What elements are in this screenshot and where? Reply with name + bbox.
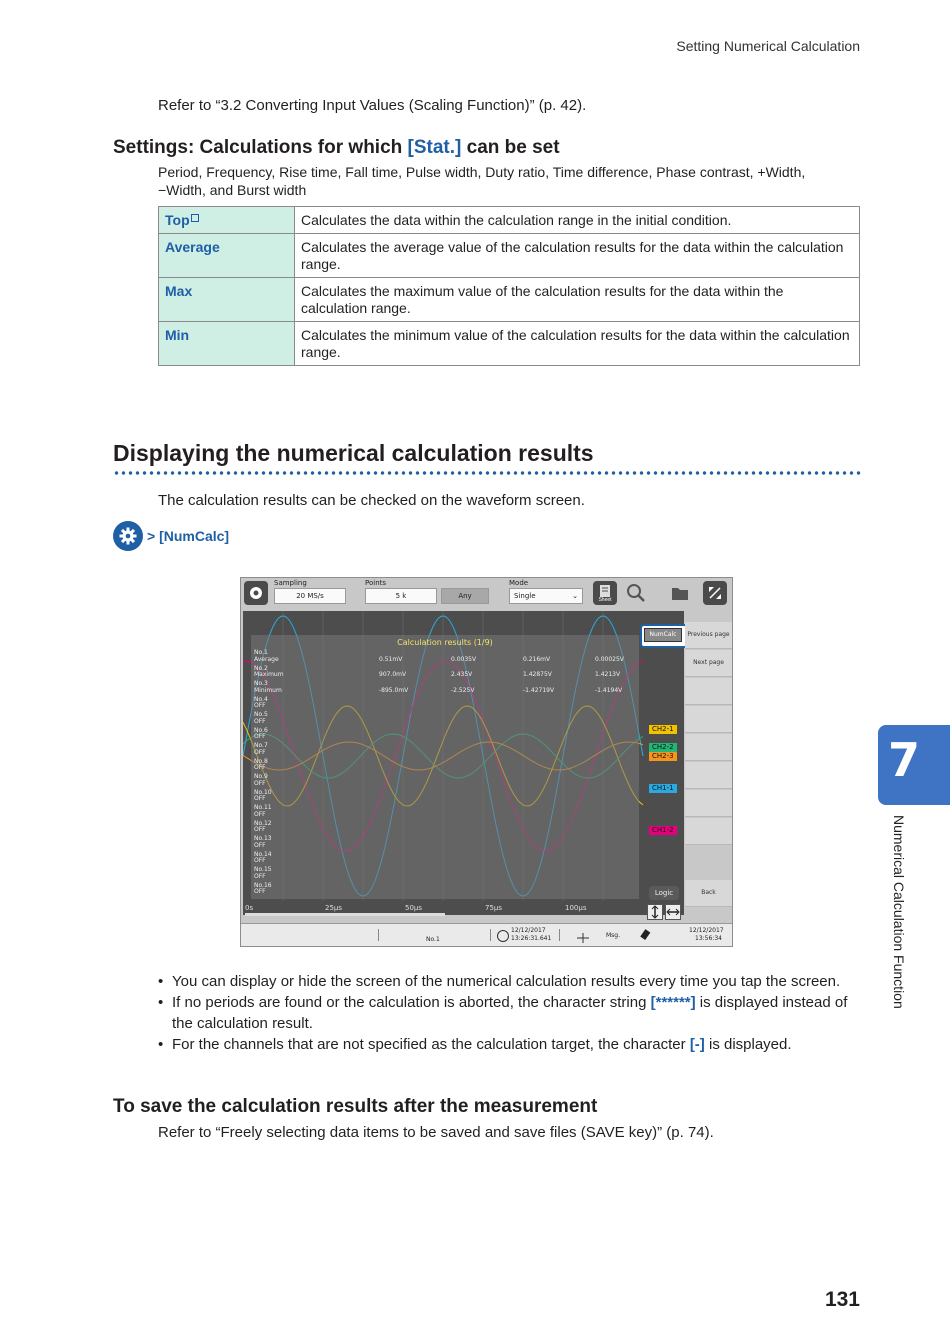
channel-tag[interactable]: CH2-2	[649, 743, 677, 752]
result-row-label: No.7	[254, 742, 268, 749]
settings-gear-icon	[113, 521, 143, 551]
waveform-screenshot	[240, 577, 733, 947]
record-number: No.1	[426, 936, 440, 943]
time-tick: 25μs	[325, 904, 343, 912]
result-value: -1.4194V	[595, 686, 623, 694]
back-button[interactable]: Back	[685, 880, 732, 907]
scroll-bar[interactable]	[245, 913, 445, 916]
notes-list	[158, 971, 848, 1055]
result-row-type: OFF	[254, 717, 266, 725]
table-row	[159, 322, 860, 366]
sampling-field[interactable]: 20 MS/s	[274, 588, 346, 604]
result-row-label: No.6	[254, 726, 268, 734]
divider	[378, 929, 379, 941]
list-item	[158, 1034, 848, 1055]
result-row-type: OFF	[254, 702, 266, 709]
dash-key: [-]	[689, 1036, 705, 1053]
result-row-label: No.4	[254, 695, 268, 703]
channel-tag[interactable]: CH2-1	[649, 725, 677, 734]
cursor-icon	[577, 930, 589, 940]
result-row-type: OFF	[254, 888, 266, 895]
folder-icon[interactable]	[669, 582, 691, 604]
side-button[interactable]	[685, 678, 732, 705]
settings-heading	[113, 137, 560, 159]
any-button[interactable]: Any	[441, 588, 489, 604]
result-value: 2.435V	[451, 671, 473, 678]
stat-key: [Stat.]	[407, 137, 462, 158]
calculation-results-panel[interactable]	[251, 635, 639, 899]
result-value: 1.4213V	[595, 671, 621, 678]
result-value: 0.0035V	[451, 655, 477, 663]
mode-value: Single	[514, 592, 536, 600]
result-value: 0.51mV	[379, 655, 403, 663]
result-row-label: No.15	[254, 866, 272, 873]
scaling-reference: Refer to “3.2 Converting Input Values (Scaling Function)” (p. 42).	[158, 97, 587, 114]
chapter-title: Numerical Calculation Function	[891, 815, 907, 1009]
result-row-label: No.9	[254, 773, 268, 780]
chevron-down-icon: ⌄	[572, 592, 578, 600]
result-value: -2.525V	[451, 686, 475, 694]
trigger-icon	[497, 930, 509, 942]
numcalc-button[interactable]: NumCalc	[644, 628, 682, 642]
result-value: -1.42719V	[523, 686, 555, 694]
time-tick: 0s	[245, 904, 254, 912]
side-button[interactable]	[685, 818, 732, 845]
time-tick: 75μs	[485, 904, 503, 912]
save-heading: To save the calculation results after the measurement	[113, 1096, 598, 1117]
side-button[interactable]	[685, 706, 732, 733]
result-row-type: OFF	[254, 795, 266, 802]
table-row	[159, 207, 860, 234]
result-row-type: OFF	[254, 872, 266, 880]
vertical-cursor-icon[interactable]	[647, 904, 663, 920]
sampling-label: Sampling	[274, 579, 307, 587]
sheet-label: Sheet	[598, 597, 612, 603]
result-row-type: OFF	[254, 748, 266, 756]
message-label: Msg.	[606, 932, 621, 939]
chapter-tab	[878, 725, 950, 805]
stat-table	[158, 206, 860, 366]
result-row-type: OFF	[254, 826, 266, 833]
table-desc-cell: Calculates the maximum value of the calculation results for the data within the calculation range.	[295, 278, 860, 322]
table-row	[159, 278, 860, 322]
table-key-cell: Max	[159, 278, 295, 322]
side-button[interactable]	[685, 762, 732, 789]
result-row-type: Average	[254, 655, 279, 663]
result-row-label: No.5	[254, 711, 268, 718]
logic-button[interactable]: Logic	[649, 886, 679, 900]
result-row-type: OFF	[254, 810, 266, 818]
page-number: 131	[824, 1288, 860, 1311]
bullet-text: is displayed instead of the calculation result.	[172, 994, 848, 1032]
points-label: Points	[365, 579, 387, 587]
table-key-cell	[159, 207, 295, 234]
numcalc-highlight	[640, 624, 688, 648]
error-string-key: [******]	[650, 994, 696, 1011]
divider	[559, 929, 560, 941]
result-value: 1.42875V	[523, 671, 552, 678]
result-row-label: No.8	[254, 757, 268, 765]
list-item: • You can display or hide the screen of the numerical calculation results every time you tap the screen.	[158, 971, 848, 992]
result-row-type: Minimum	[254, 686, 282, 694]
table-desc-cell: Calculates the minimum value of the calculation results for the data within the calculation range.	[295, 322, 860, 366]
next-page-button[interactable]: Next page	[685, 650, 732, 677]
result-row-label: No.13	[254, 835, 272, 842]
search-icon[interactable]	[625, 582, 647, 604]
dotted-rule	[113, 470, 861, 476]
result-row-label: No.14	[254, 850, 272, 858]
result-value: 907.0mV	[379, 671, 407, 678]
result-row-label: No.3	[254, 680, 268, 687]
result-row-label: No.11	[254, 804, 272, 811]
result-row-type: OFF	[254, 733, 266, 740]
table-key-cell: Average	[159, 234, 295, 278]
chapter-side-title	[891, 815, 913, 1045]
note-icon	[191, 214, 199, 222]
sheet-icon[interactable]	[593, 581, 617, 605]
trigger-date: 12/12/2017	[511, 927, 546, 934]
channel-tag[interactable]: CH1-2	[649, 826, 677, 835]
previous-page-button[interactable]: Previous page	[685, 622, 732, 649]
side-button[interactable]	[685, 790, 732, 817]
row-key: Top	[165, 212, 190, 228]
bullet-text: If no periods are found or the calculation is aborted, the character string	[172, 994, 651, 1011]
bullet-text: is displayed.	[704, 1036, 792, 1053]
settings-intro: Period, Frequency, Rise time, Fall time, Pulse width, Duty ratio, Time difference, Phase contrast, +Width, −Width, and Burst width	[158, 164, 806, 198]
result-value: 0.00025V	[595, 655, 624, 663]
display-intro: The calculation results can be checked on the waveform screen.	[158, 492, 585, 509]
chapter-number: 7	[888, 733, 921, 787]
settings-heading-pre: Settings: Calculations for which	[113, 137, 408, 158]
result-row-label: No.1	[254, 649, 268, 656]
resize-icon[interactable]	[703, 581, 727, 605]
list-item	[158, 992, 848, 1034]
result-row-type: OFF	[254, 841, 266, 849]
table-key-cell: Min	[159, 322, 295, 366]
clock-date: 12/12/2017	[689, 927, 724, 934]
time-tick: 100μs	[565, 904, 587, 912]
channel-tag[interactable]: CH1-1	[649, 784, 677, 793]
table-desc-cell: Calculates the data within the calculation range in the initial condition.	[295, 207, 860, 234]
horizontal-cursor-icon[interactable]	[665, 904, 681, 920]
result-row-label: No.2	[254, 664, 268, 672]
channel-tag[interactable]: CH2-3	[649, 752, 677, 761]
gear-icon[interactable]	[244, 581, 268, 605]
result-row-type: OFF	[254, 764, 266, 771]
mode-label: Mode	[509, 579, 529, 587]
display-heading: Displaying the numerical calculation results	[113, 440, 594, 466]
clock-time: 13:56:34	[695, 935, 722, 942]
result-row-type: OFF	[254, 779, 266, 787]
table-desc-cell: Calculates the average value of the calculation results for the data within the calculation range.	[295, 234, 860, 278]
result-row-label: No.12	[254, 819, 272, 827]
waveform-area[interactable]	[243, 611, 684, 915]
table-row	[159, 234, 860, 278]
settings-heading-post: can be set	[461, 137, 560, 158]
panel-title: Calculation results (1/9)	[397, 638, 493, 647]
save-reference: Refer to “Freely selecting data items to be saved and save files (SAVE key)” (p. 74).	[158, 1124, 714, 1141]
running-header: Setting Numerical Calculation	[676, 38, 860, 54]
result-row-type: OFF	[254, 857, 266, 864]
result-row-type: Maximum	[254, 671, 284, 678]
side-button[interactable]	[685, 734, 732, 761]
result-value: 0.216mV	[523, 655, 551, 663]
numcalc-nav-path: > [NumCalc]	[147, 528, 230, 544]
status-bar	[241, 923, 732, 947]
result-row-label: No.16	[254, 881, 272, 889]
result-row-label: No.10	[254, 788, 272, 796]
usb-icon	[639, 928, 651, 940]
bullet-text: For the channels that are not specified as the calculation target, the character	[172, 1036, 690, 1053]
mode-select[interactable]	[509, 588, 583, 604]
divider	[490, 929, 491, 941]
points-field[interactable]: 5 k	[365, 588, 437, 604]
result-value: -895.0mV	[379, 686, 409, 694]
time-tick: 50μs	[405, 904, 423, 912]
trigger-time: 13:26:31.641	[511, 935, 552, 942]
